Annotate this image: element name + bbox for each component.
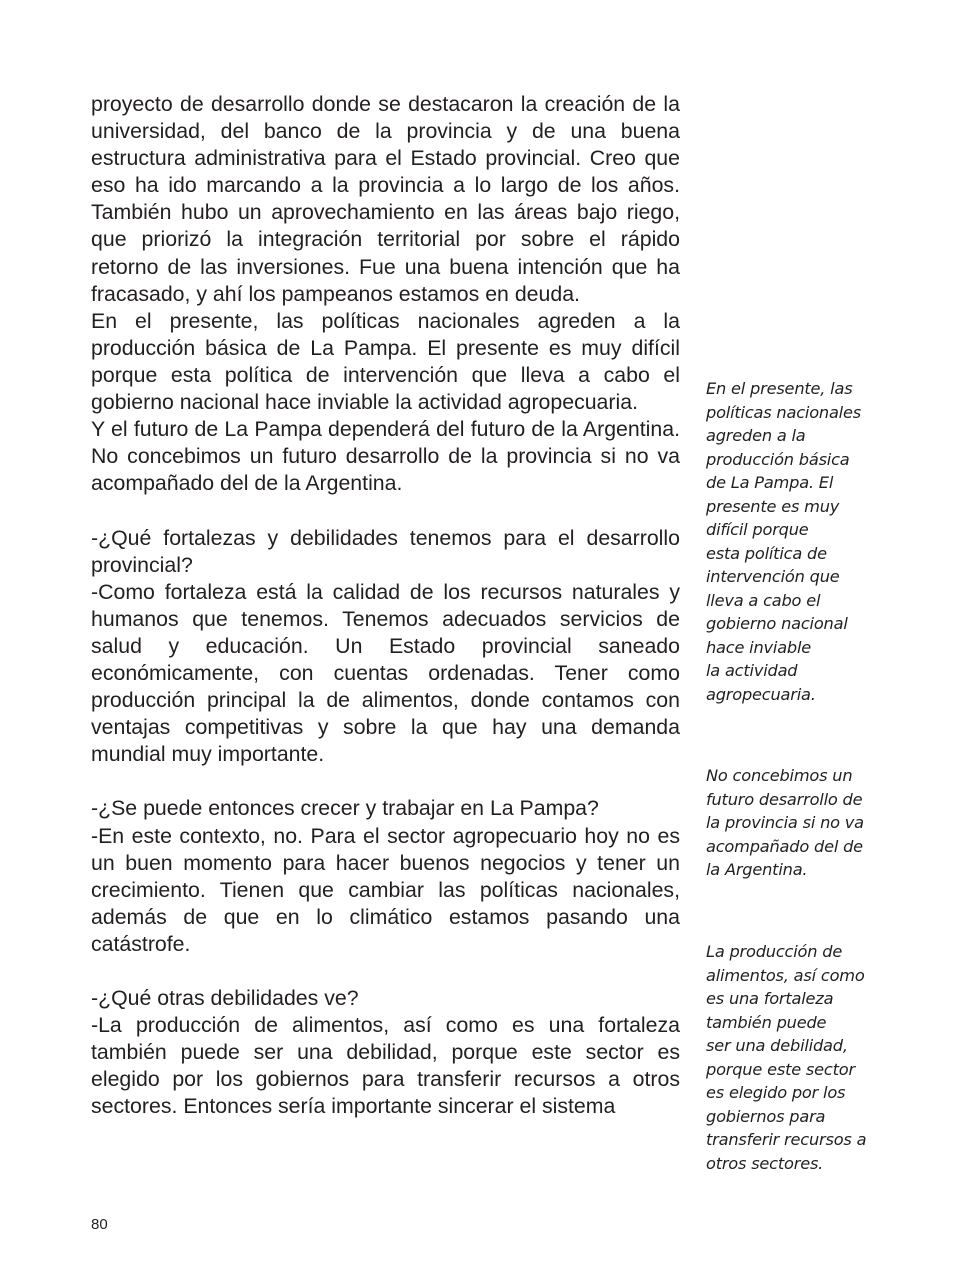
- main-text-column: [91, 91, 680, 1121]
- question-weaknesses: -¿Qué otras debilidades ve?: [91, 986, 359, 1011]
- pull-quote-present: En el presente, las políticas nacionales agreden a la producción básica de La Pampa. El presente es muy difícil porque esta política de intervención que lleva a cabo el gobierno nacional hace inviable la actividad agropecuaria.: [706, 379, 861, 704]
- answer-strengths: -Como fortaleza está la calidad de los recursos naturales y humanos que tenemos. Tenemos adecuados servicios de salud y educación. Un Estado provincial saneado económicamente, con cuentas ordenadas. Tener como producción principal la de alimentos, donde contamos con ventajas competitivas y sobre la que hay una demanda mundial muy importante.: [91, 579, 680, 767]
- pull-quote-food-production: La producción de alimentos, así como es una fortaleza también puede ser una debilidad, porque este sector es elegido por los gobiernos para transferir recursos a otros sectores.: [706, 942, 867, 1173]
- paragraph-gap: [91, 958, 680, 985]
- paragraph-future: Y el futuro de La Pampa dependerá del futuro de la Argentina. No concebimos un futuro desarrollo de la provincia si no va acompañado del de la Argentina.: [91, 417, 680, 496]
- pull-quote-future: No concebimos un futuro desarrollo de la provincia si no va acompañado del de la Argentina.: [706, 766, 864, 879]
- answer-growth: -En este contexto, no. Para el sector agropecuario hoy no es un buen momento para hacer buenos negocios y tener un crecimiento. Tienen que cambiar las políticas nacionales, además de que en lo climático estamos pasando una catástrofe.: [91, 823, 680, 956]
- question-growth: -¿Se puede entonces crecer y trabajar en La Pampa?: [91, 796, 599, 821]
- paragraph-history: proyecto de desarrollo donde se destacaron la creación de la universidad, del banco de la provincia y de una buena estructura administrativa para el Estado provincial. Creo que eso ha ido marcando a la provincia a lo largo de los años. También hubo un aprovechamiento en las áreas bajo riego, que priorizó la integración territorial por sobre el rápido retorno de las inversiones. Fue una buena intención que ha fracasado, y ahí los pampeanos estamos en deuda.: [91, 92, 680, 306]
- paragraph-gap: [91, 768, 680, 795]
- question-strengths: -¿Qué fortalezas y debilidades tenemos para el desarrollo provincial?: [91, 525, 680, 577]
- paragraph-gap: [91, 497, 680, 524]
- paragraph-present: En el presente, las políticas nacionales agreden a la producción básica de La Pampa. El presente es muy difícil porque esta política de intervención que lleva a cabo el gobierno nacional hace inviable la actividad agropecuaria.: [91, 308, 680, 415]
- answer-weaknesses: -La producción de alimentos, así como es una fortaleza también puede ser una debilidad, porque este sector es elegido por los gobiernos para transferir recursos a otros sectores. Entonces sería importante sincerar el sistema: [91, 1013, 680, 1119]
- page-number: 80: [91, 1216, 108, 1233]
